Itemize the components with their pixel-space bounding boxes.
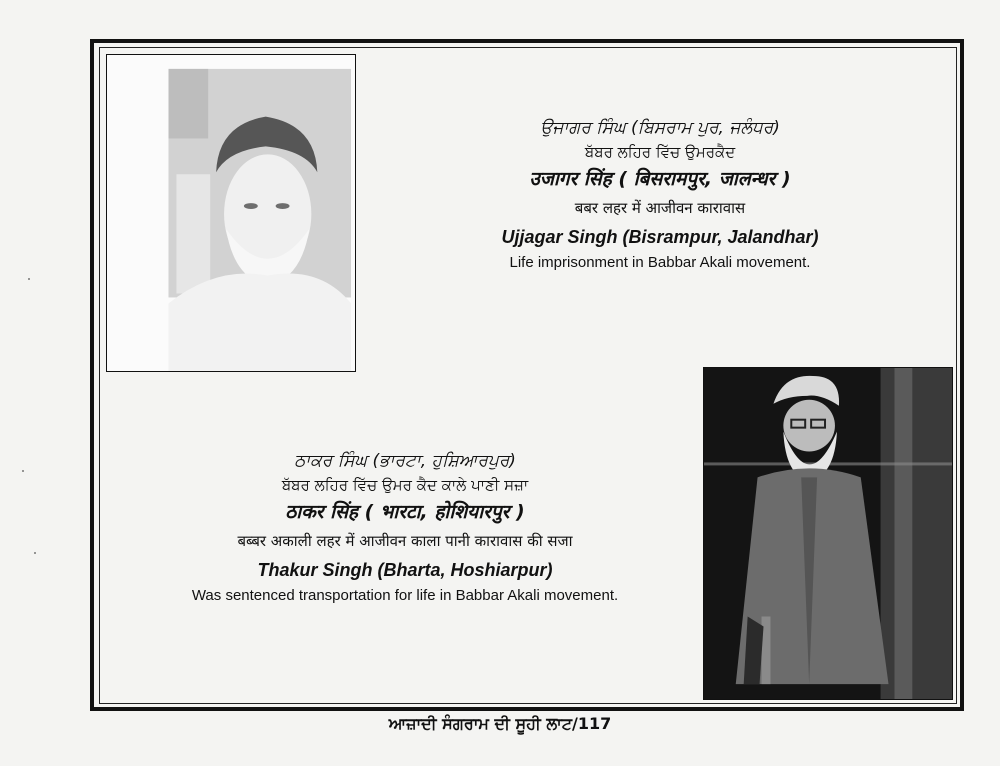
portrait-photo-thakur-singh bbox=[703, 367, 953, 700]
hindi-note: बबर लहर में आजीवन कारावास bbox=[574, 199, 746, 217]
english-note: Was sentenced transportation for life in Babbar Akali movement. bbox=[191, 587, 619, 604]
caption-ujjagar-singh bbox=[460, 116, 860, 274]
english-name: Ujjagar Singh (Bisrampur, Jalandhar) bbox=[501, 227, 819, 247]
caption-thakur-singh bbox=[150, 449, 660, 607]
english-name: Thakur Singh (Bharta, Hoshiarpur) bbox=[257, 560, 553, 580]
scan-speck bbox=[28, 278, 30, 280]
hindi-note: बब्बर अकाली लहर में आजीवन काला पानी कारावास की सजा bbox=[237, 532, 573, 550]
punjabi-note: ਬੱਬਰ ਲਹਿਰ ਵਿੱਚ ਉਮਰ ਕੈਦ ਕਾਲੇ ਪਾਣੀ ਸਜ਼ਾ bbox=[281, 476, 529, 494]
portrait-photo-ujjagar-singh bbox=[106, 54, 356, 372]
hindi-name: उजागर सिंह ( बिसरामपुर, जालन्धर ) bbox=[529, 168, 791, 190]
scan-speck bbox=[34, 552, 36, 554]
punjabi-name: ਉਜਾਗਰ ਸਿੰਘ (ਬਿਸਰਾਮ ਪੁਰ, ਜਲੰਧਰ) bbox=[540, 118, 780, 138]
page-footer: ਆਜ਼ਾਦੀ ਸੰਗਰਾਮ ਦੀ ਸੂਹੀ ਲਾਟ/117 bbox=[388, 714, 612, 733]
english-note: Life imprisonment in Babbar Akali movement. bbox=[509, 254, 811, 271]
punjabi-name: ਠਾਕਰ ਸਿੰਘ (ਭਾਰਟਾ, ਹੁਸ਼ਿਆਰਪੁਰ) bbox=[294, 451, 516, 471]
scan-speck bbox=[22, 470, 24, 472]
punjabi-note: ਬੱਬਰ ਲਹਿਰ ਵਿੱਚ ਉਮਰਕੈਦ bbox=[584, 143, 736, 161]
hindi-name: ठाकर सिंह ( भारटा, होशियारपुर ) bbox=[285, 501, 525, 523]
